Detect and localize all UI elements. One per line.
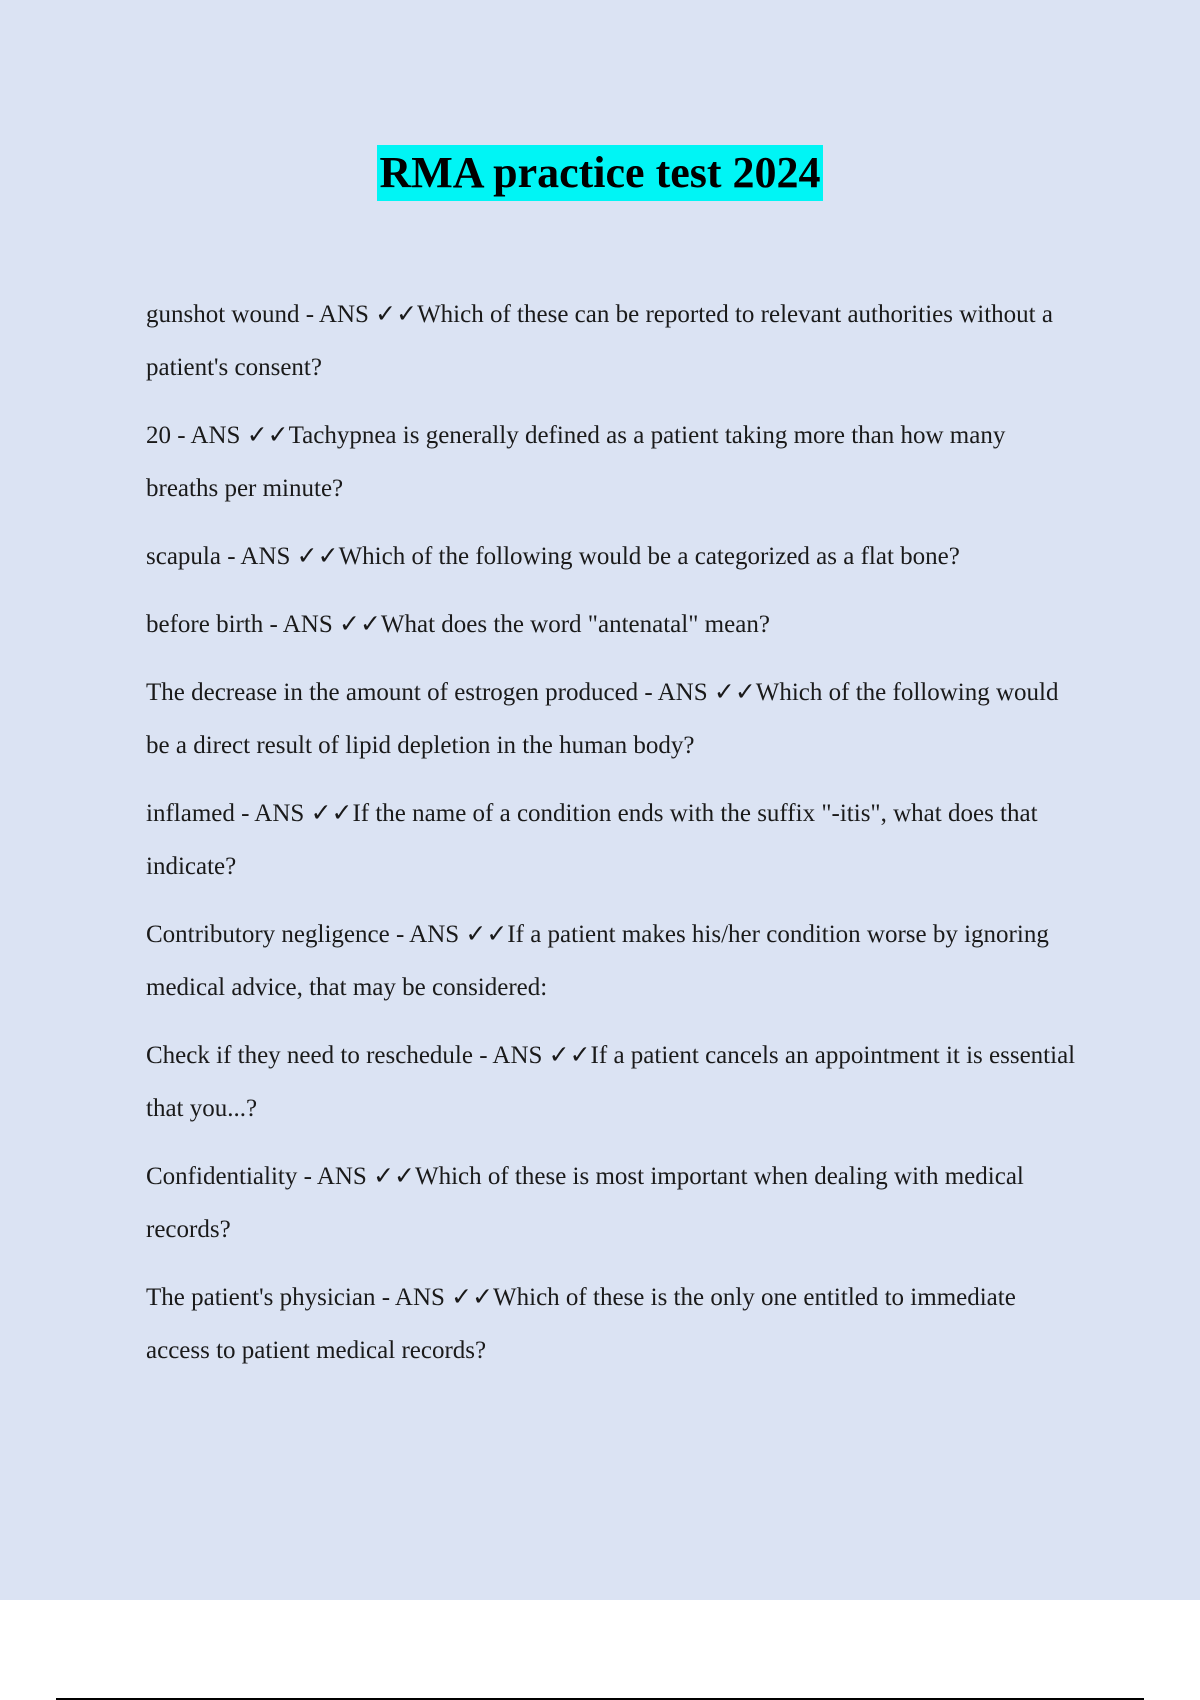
qa-item: scapula - ANS ✓✓Which of the following would be a categorized as a flat bone? bbox=[146, 543, 960, 570]
qa-item: inflamed - ANS ✓✓If the name of a condition ends with the suffix "-itis", what does that indicate? bbox=[146, 800, 1038, 880]
title-container bbox=[0, 145, 1200, 201]
qa-item: The decrease in the amount of estrogen produced - ANS ✓✓Which of the following would be a direct result of lipid depletion in the human body? bbox=[146, 679, 1059, 759]
qa-list bbox=[146, 288, 1076, 1392]
qa-item: Check if they need to reschedule - ANS ✓✓If a patient cancels an appointment it is essential that you...? bbox=[146, 1042, 1076, 1122]
qa-item: before birth - ANS ✓✓What does the word "antenatal" mean? bbox=[146, 611, 770, 638]
qa-item: Contributory negligence - ANS ✓✓If a patient makes his/her condition worse by ignoring medical advice, that may be considered: bbox=[146, 921, 1049, 1001]
qa-item: The patient's physician - ANS ✓✓Which of these is the only one entitled to immediate access to patient medical records? bbox=[146, 1284, 1016, 1364]
qa-item: 20 - ANS ✓✓Tachypnea is generally defined as a patient taking more than how many breaths per minute? bbox=[146, 422, 1006, 502]
qa-item: Confidentiality - ANS ✓✓Which of these is most important when dealing with medical records? bbox=[146, 1163, 1024, 1243]
page-title: RMA practice test 2024 bbox=[377, 145, 822, 201]
qa-item: gunshot wound - ANS ✓✓Which of these can be reported to relevant authorities without a patient's consent? bbox=[146, 301, 1053, 381]
